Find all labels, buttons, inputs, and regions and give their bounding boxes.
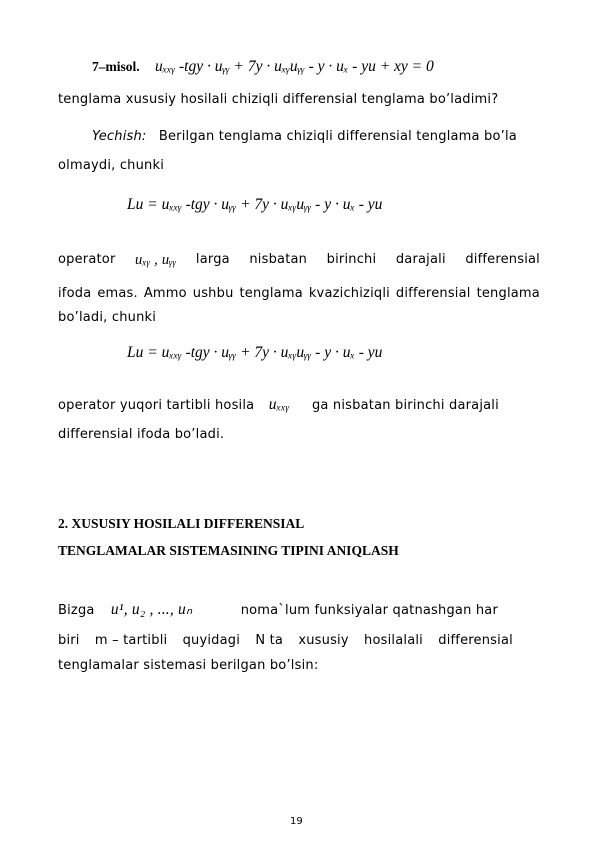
paragraph-1-line-3: bo’ladi, chunki bbox=[58, 310, 157, 325]
word: differensial bbox=[438, 633, 513, 648]
word: larga bbox=[195, 252, 230, 267]
example-label: 7–misol. bbox=[92, 59, 140, 74]
solution-text-2: olmaydi, chunki bbox=[58, 158, 165, 173]
system-text-a: Bizga bbox=[58, 603, 95, 618]
system-text-b: noma`lum funksiyalar qatnashgan har bbox=[240, 603, 499, 618]
word: biri bbox=[58, 633, 80, 648]
solution-label: Yechish: bbox=[92, 129, 147, 144]
paragraph-1-line-2 bbox=[58, 286, 540, 301]
word: Ammo bbox=[143, 286, 187, 301]
example-equation: uₓₓᵧ -tgy · uᵧᵧ + 7y · uₓᵧuᵧᵧ - y · uₓ - yu + xy = 0 bbox=[155, 58, 434, 75]
word: kvazichiziqli bbox=[308, 286, 390, 301]
word: m – tartibli bbox=[94, 633, 168, 648]
word: hosilalali bbox=[364, 633, 423, 648]
word: darajali bbox=[395, 252, 446, 267]
system-line-3: tenglamalar sistemasi berilgan bo’lsin: bbox=[58, 658, 319, 673]
system-line-2 bbox=[58, 633, 513, 648]
section-heading-line-2: TENGLAMALAR SISTEMASINING TIPINI ANIQLASH bbox=[58, 543, 399, 558]
paragraph-2-line-2: differensial ifoda bo’ladi. bbox=[58, 427, 225, 442]
paragraph-2-text-a: operator yuqori tartibli hosila bbox=[58, 398, 255, 413]
operator-formula-2: Lu = uₓₓᵧ -tgy · uᵧᵧ + 7y · uₓᵧuᵧᵧ - y · uₓ - yu bbox=[127, 344, 383, 361]
section-heading-line-1: 2. XUSUSIY HOSILALI DIFFERENSIAL bbox=[58, 516, 305, 531]
operator-formula-1: Lu = uₓₓᵧ -tgy · uᵧᵧ + 7y · uₓᵧuᵧᵧ - y · uₓ - yu bbox=[127, 196, 383, 213]
math-unknowns: u¹, u₂ , ..., uₙ bbox=[110, 601, 193, 618]
solution-line-1 bbox=[92, 129, 517, 144]
word: tenglama bbox=[239, 286, 303, 301]
system-line-1 bbox=[58, 600, 498, 619]
word: nisbatan bbox=[249, 252, 308, 267]
word: quyidagi bbox=[182, 633, 241, 648]
paragraph-1-line-1 bbox=[58, 252, 540, 269]
example-line bbox=[92, 58, 434, 76]
paragraph-2-line-1 bbox=[58, 396, 499, 414]
word: emas. bbox=[97, 286, 138, 301]
word: differensial bbox=[395, 286, 471, 301]
page-number: 19 bbox=[290, 816, 303, 827]
paragraph-2-text-b: ga nisbatan birinchi darajali bbox=[311, 398, 499, 413]
word: N ta bbox=[255, 633, 284, 648]
word: ifoda bbox=[58, 286, 92, 301]
word: differensial bbox=[465, 252, 540, 267]
example-continuation: tenglama xususiy hosilali chiziqli differensial tenglama bo’ladimi? bbox=[58, 92, 499, 107]
word: tenglama bbox=[476, 286, 540, 301]
math-uxxy: uₓₓᵧ bbox=[268, 396, 290, 413]
word: xususiy bbox=[298, 633, 349, 648]
word: ushbu bbox=[192, 286, 234, 301]
math-derivatives: uₓᵧ , uᵧᵧ bbox=[135, 252, 177, 268]
word: operator bbox=[58, 252, 116, 267]
solution-text-1: Berilgan tenglama chiziqli differensial tenglama bo’la bbox=[158, 129, 517, 144]
word: birinchi bbox=[326, 252, 377, 267]
